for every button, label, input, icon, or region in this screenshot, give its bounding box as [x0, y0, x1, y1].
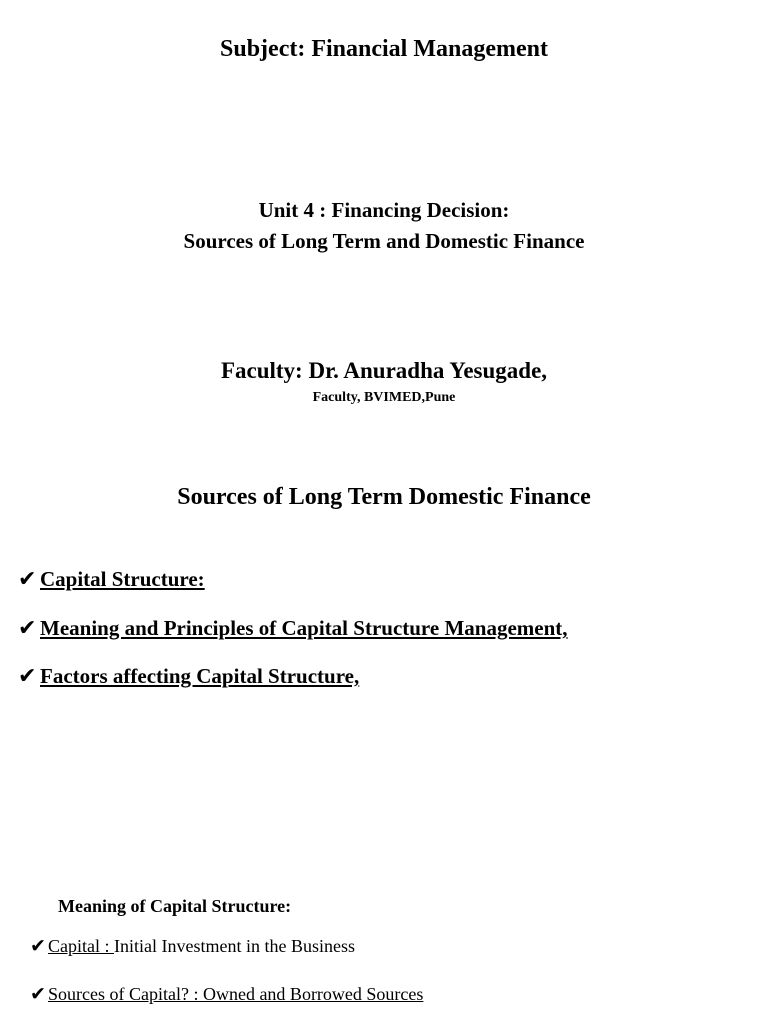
checkmark-icon: ✔: [30, 935, 46, 957]
subject-title: Subject: Financial Management: [220, 36, 548, 62]
topic-item-label: Factors affecting Capital Structure,: [40, 664, 360, 688]
checkmark-icon: ✔: [18, 616, 37, 641]
checkmark-icon: ✔: [30, 983, 46, 1005]
faculty-name: Faculty: Dr. Anuradha Yesugade,: [220, 358, 548, 383]
topic-item: [18, 664, 359, 689]
topic-item-label: Capital Structure:: [40, 567, 205, 591]
meaning-item-text: [48, 984, 423, 1005]
topic-item: [18, 616, 568, 641]
unit-title: Unit 4 : Financing Decision:: [258, 198, 510, 222]
meaning-item-term: Capital :: [48, 936, 114, 956]
topic-item: [18, 567, 205, 592]
meaning-item: [30, 935, 355, 957]
section-heading: Sources of Long Term Domestic Finance: [177, 484, 591, 510]
meaning-item-text: [48, 936, 355, 957]
topic-item-label: Meaning and Principles of Capital Structure Management,: [40, 616, 568, 640]
checkmark-icon: ✔: [18, 664, 37, 689]
meaning-item-definition: Initial Investment in the Business: [114, 936, 355, 956]
meaning-heading: Meaning of Capital Structure:: [58, 896, 292, 916]
meaning-item-term: Sources of Capital? : Owned and Borrowed Sources: [48, 984, 424, 1004]
unit-subtitle: Sources of Long Term and Domestic Finance: [183, 229, 585, 253]
faculty-affiliation: Faculty, BVIMED,Pune: [312, 390, 456, 405]
checkmark-icon: ✔: [18, 567, 37, 592]
meaning-item: [30, 983, 423, 1005]
